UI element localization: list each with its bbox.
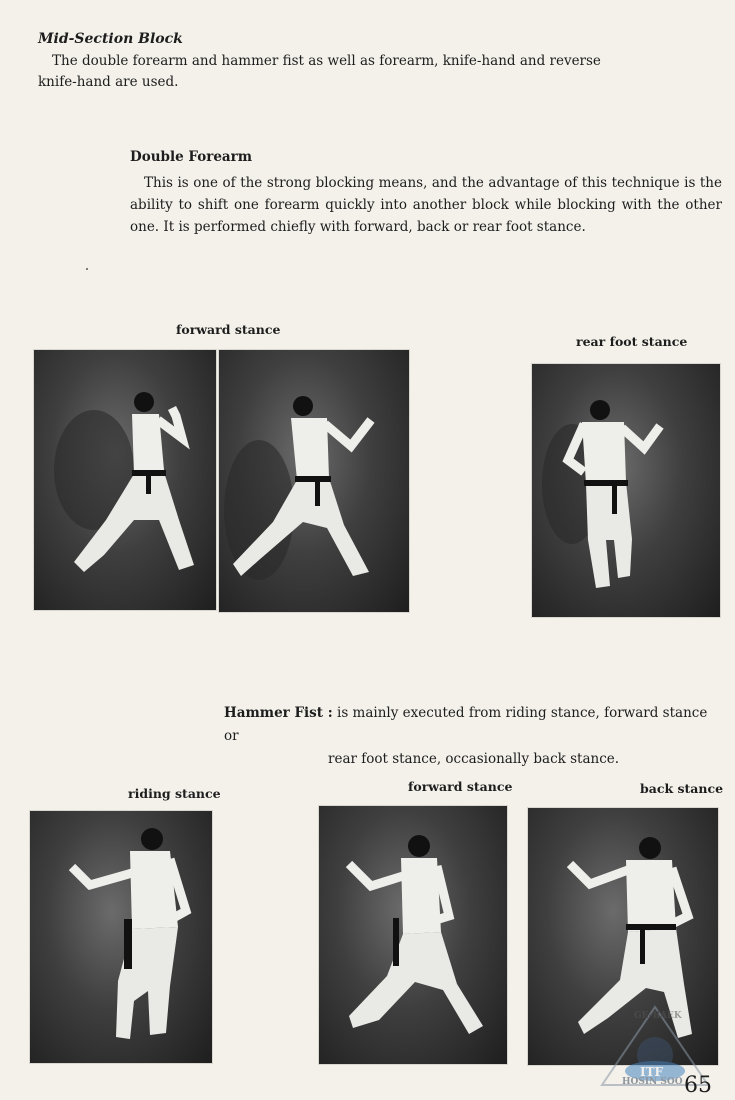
hammer-fist-line1: is mainly executed from riding stance, forward stance or	[224, 705, 708, 744]
intro-paragraph: The double forearm and hammer fist as well as forearm, knife-hand and reverse knife-hand are used.	[38, 53, 601, 90]
caption-riding-stance: riding stance	[128, 786, 221, 801]
print-speck	[86, 268, 88, 270]
double-forearm-paragraph: This is one of the strong blocking means, and the advantage of this technique is the ability to shift one forearm quickly into another block while blocking with the other one. It is performed chiefly with forward, back or rear foot stance.	[130, 175, 722, 235]
photo-riding-stance	[29, 810, 213, 1064]
photo-forward-stance-hammer	[318, 805, 508, 1065]
watermark-top-text: GE-BAEK	[634, 1011, 682, 1021]
photo-forward-stance-1	[33, 349, 217, 611]
watermark-mid-text: ITF	[640, 1065, 664, 1079]
double-forearm-title: Double Forearm	[130, 149, 253, 165]
caption-back-stance: back stance	[640, 781, 724, 796]
page-number: 65	[684, 1073, 712, 1098]
caption-forward-stance-bottom: forward stance	[408, 779, 513, 794]
caption-forward-stance-top: forward stance	[176, 322, 281, 337]
caption-rear-foot-stance: rear foot stance	[576, 334, 688, 349]
section-title: Mid-Section Block	[38, 31, 183, 47]
photo-forward-stance-2	[218, 349, 410, 613]
hammer-fist-line2: rear foot stance, occasionally back stance.	[328, 751, 620, 767]
hammer-fist-paragraph	[224, 702, 724, 771]
photo-rear-foot-stance	[531, 363, 721, 618]
hammer-fist-label: Hammer Fist :	[224, 705, 333, 721]
watermark-bottom-text: HOSIN SOO	[622, 1077, 683, 1087]
